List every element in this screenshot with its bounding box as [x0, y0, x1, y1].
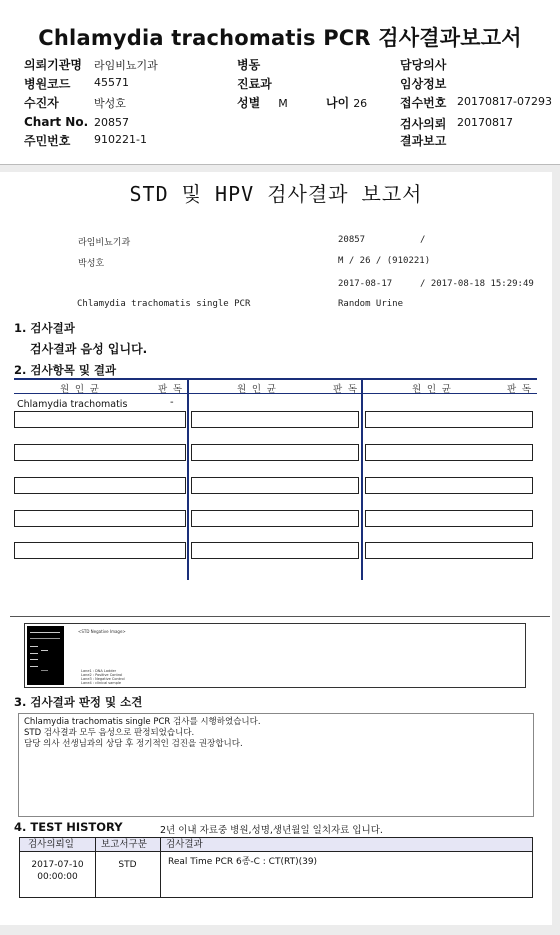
field-institution: 의뢰기관명 라임비뇨기과: [24, 58, 158, 72]
field-chart-no: Chart No. 20857: [24, 115, 129, 129]
result-cell: [191, 510, 359, 527]
opinion-line: 담당 의사 선생님과의 상담 후 정기적인 검진을 권장합니다.: [24, 739, 243, 749]
history-note: 2년 이내 자료중 병원,성명,생년월일 일치자료 입니다.: [160, 825, 383, 836]
result-summary: 검사결과 음성 입니다.: [30, 342, 148, 356]
result-cell: [14, 411, 186, 428]
col-header-organism-2: 원 인 균: [237, 384, 276, 395]
opinion-box: [18, 713, 534, 817]
field-clinical-info: 임상정보: [400, 77, 447, 91]
history-table-header: [20, 838, 532, 852]
field-ward: 병동: [237, 58, 261, 72]
report-header-title: Chlamydia trachomatis PCR 검사결과보고서: [38, 26, 522, 50]
field-patient: 수진자 박성호: [24, 96, 126, 110]
gel-legend: Lane1 : DNA Ladder Lane2 : Positive Control Lane3 : Negative Control Lane4 : clinical sample: [81, 669, 125, 685]
date-received: 2017-08-17: [338, 279, 393, 289]
result-cell: [191, 411, 359, 428]
section-result-heading: 1. 검사결과: [14, 321, 75, 335]
gel-electrophoresis-image: [27, 626, 64, 685]
item-name: Chlamydia trachomatis: [17, 399, 128, 410]
col-header-result-2: 판 독: [333, 384, 358, 395]
result-cell: [191, 542, 359, 559]
test-name: Chlamydia trachomatis single PCR: [77, 299, 251, 309]
section-divider: [10, 616, 550, 617]
column-divider: [187, 380, 189, 580]
field-result-report: 결과보고: [400, 134, 447, 148]
history-time: 00:00:00: [37, 872, 78, 882]
opinion-line: Chlamydia trachomatis single PCR 검사를 시행하였습니다.: [24, 717, 261, 727]
col-header-result-1: 판 독: [158, 384, 183, 395]
result-cell: [14, 444, 186, 461]
history-date: 2017-07-10: [31, 860, 84, 870]
date-reported: / 2017-08-18 15:29:49: [420, 279, 534, 289]
section-history-heading: 4. TEST HISTORY: [14, 820, 123, 834]
field-age: 나이 26: [326, 96, 368, 110]
table-top-line: [14, 378, 537, 380]
opinion-line: STD 검사결과 모두 음성으로 판정되었습니다.: [24, 728, 195, 738]
result-cell: [365, 411, 533, 428]
field-resident-no: 주민번호 910221-1: [24, 133, 147, 148]
history-col-type: 보고서구분: [101, 839, 147, 850]
specimen: Random Urine: [338, 299, 404, 309]
field-sex: 성별 M: [237, 96, 288, 110]
result-cell: [191, 477, 359, 494]
result-cell: [365, 477, 533, 494]
patient-name: 박성호: [78, 259, 105, 269]
item-result: -: [170, 397, 174, 408]
gel-caption: <STD Negative Image>: [78, 629, 126, 634]
field-hospital-code: 병원코드 45571: [24, 76, 129, 91]
section-opinion-heading: 3. 검사결과 판정 및 소견: [14, 695, 143, 709]
chart-number: 20857: [338, 235, 366, 245]
result-cell: [365, 444, 533, 461]
sex-age: M / 26 / (910221): [338, 256, 431, 266]
history-table: [19, 837, 533, 898]
report-title: STD 및 HPV 검사결과 보고서: [129, 182, 423, 206]
col-header-organism-1: 원 인 균: [60, 384, 99, 395]
result-cell: [14, 542, 186, 559]
clinic-name: 라임비뇨기과: [78, 238, 131, 248]
col-header-organism-3: 원 인 균: [412, 384, 451, 395]
history-col-divider: [160, 838, 161, 897]
history-type: STD: [118, 860, 137, 870]
field-receipt-no: 접수번호 20170817-07293: [400, 95, 552, 110]
section-items-heading: 2. 검사항목 및 결과: [14, 363, 117, 377]
result-cell: [14, 510, 186, 527]
history-result: Real Time PCR 6종-C : CT(RT)(39): [168, 857, 318, 867]
report-header: [0, 0, 560, 165]
result-cell: [365, 510, 533, 527]
gel-image-panel: [24, 623, 526, 688]
result-cell: [365, 542, 533, 559]
field-department: 진료과: [237, 77, 272, 91]
col-header-result-3: 판 독: [507, 384, 532, 395]
history-col-result: 검사결과: [166, 839, 203, 850]
chart-slash: /: [420, 235, 426, 245]
report-sheet: [0, 172, 552, 925]
result-cell: [191, 444, 359, 461]
result-cell: [14, 477, 186, 494]
history-col-date: 검사의뢰일: [28, 839, 74, 850]
field-doctor: 담당의사: [400, 58, 447, 72]
column-divider: [361, 380, 363, 580]
field-request-date: 검사의뢰 20170817: [400, 116, 513, 131]
